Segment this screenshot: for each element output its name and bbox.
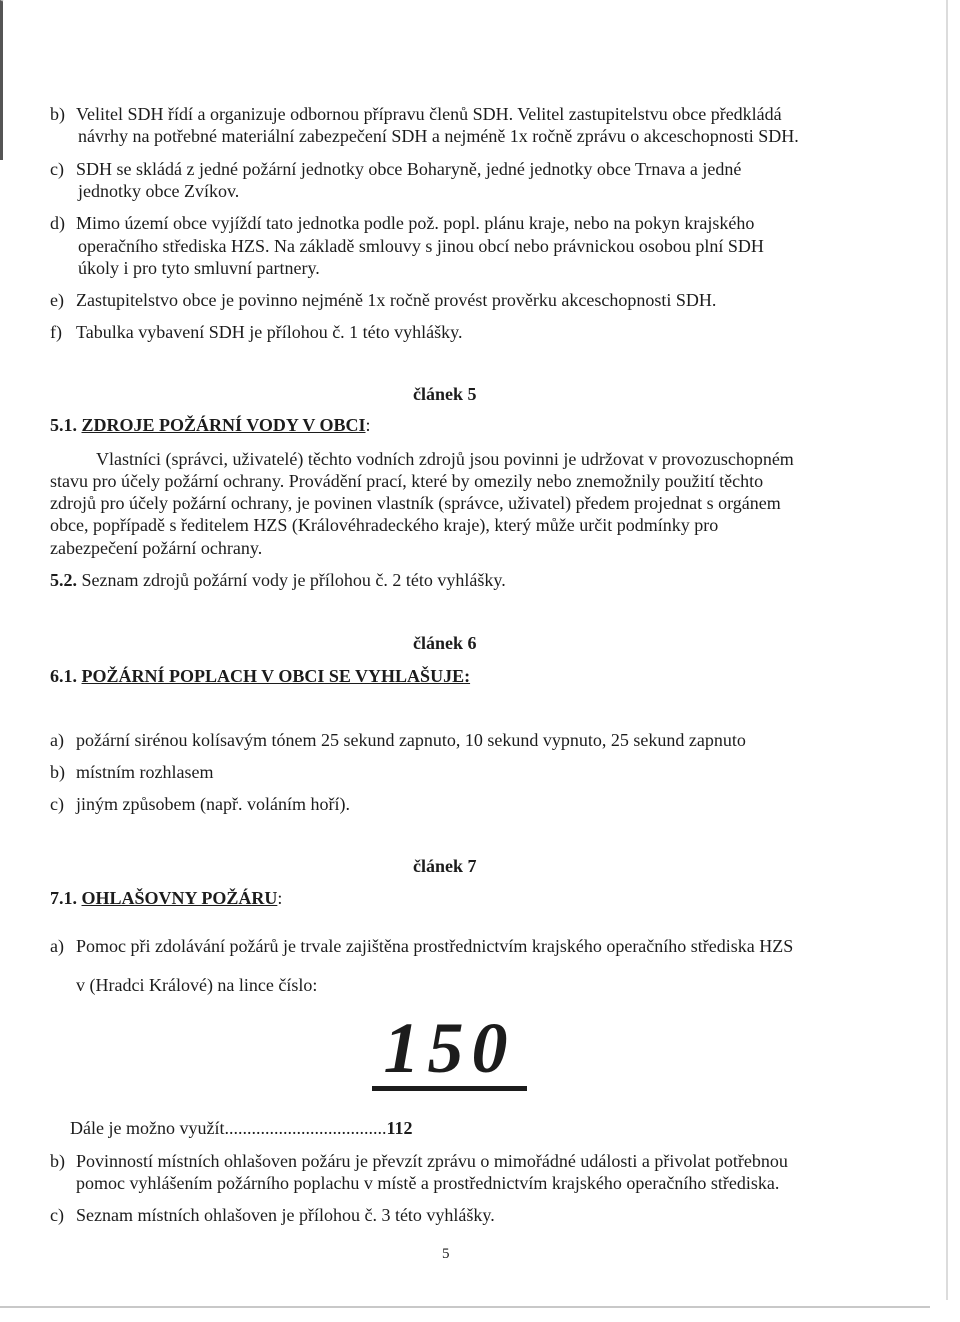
section-5-1-text-1: Vlastníci (správci, uživatelé) těchto vodních zdrojů jsou povinni je udržovat v provozuschopném	[96, 449, 794, 469]
section-5-1-heading: 5.1. ZDROJE POŽÁRNÍ VODY V OBCI:	[50, 415, 371, 435]
reporting-item-b-cont: pomoc vyhlášením požárního poplachu v místě a prostřednictvím krajského operačního střediska.	[76, 1173, 780, 1193]
item-d-cont2: úkoly i pro tyto smluvní partnery.	[78, 258, 320, 278]
item-d: d) Mimo území obce vyjíždí tato jednotka podle pož. popl. plánu kraje, nebo na pokyn krajského	[50, 213, 755, 233]
item-c-cont: jednotky obce Zvíkov.	[78, 181, 240, 201]
section-6-1-heading: 6.1. POŽÁRNÍ POPLACH V OBCI SE VYHLAŠUJE:	[50, 666, 471, 686]
reporting-item-a-cont: v (Hradci Králové) na lince číslo:	[76, 975, 318, 995]
emergency-number: 150	[372, 1010, 527, 1091]
reporting-item-a: a) Pomoc při zdolávání požárů je trvale zajištěna prostřednictvím krajského operačního střediska HZS	[50, 936, 794, 956]
scan-edge-left	[0, 0, 3, 160]
section-5-1-text-5: zabezpečení požární ochrany.	[50, 538, 263, 558]
section-5-1-text-4: obce, popřípadě s ředitelem HZS (Královéhradeckého kraje), který může určit podmínky pro	[50, 515, 719, 535]
section-5-1-text-3: zdrojů pro účely požární ochrany, je povinen vlastník (správce, uživatel) předem projednat s orgánem	[50, 493, 781, 513]
item-f: f) Tabulka vybavení SDH je přílohou č. 1 této vyhlášky.	[50, 322, 463, 342]
scan-edge-bottom	[0, 1306, 930, 1308]
page-number: 5	[442, 1246, 450, 1262]
article-5-heading: článek 5	[413, 384, 477, 404]
section-5-2: 5.2. Seznam zdrojů požární vody je přílohou č. 2 této vyhlášky.	[50, 570, 506, 590]
article-6-heading: článek 6	[413, 633, 477, 653]
alternative-number: Dále je možno využít....................................112	[70, 1118, 413, 1138]
section-7-1-heading: 7.1. OHLAŠOVNY POŽÁRU:	[50, 888, 283, 908]
item-c: c) SDH se skládá z jedné požární jednotky obce Boharyně, jedné jednotky obce Trnava a jedné	[50, 159, 742, 179]
reporting-item-c: c) Seznam místních ohlašoven je přílohou č. 3 této vyhlášky.	[50, 1205, 495, 1225]
section-5-1-text-2: stavu pro účely požární ochrany. Provádění prací, které by omezily nebo znemožnily použití těchto	[50, 471, 764, 491]
item-d-cont: operačního střediska HZS. Na základě smlouvy s jinou obcí nebo právnickou osobou plní SDH	[78, 236, 764, 256]
scan-edge-corner	[0, 0, 38, 2]
item-b-cont: návrhy na potřebné materiální zabezpečení SDH a nejméně 1x ročně zprávu o akceschopnosti SDH.	[78, 126, 799, 146]
alarm-item-b: b) místním rozhlasem	[50, 762, 214, 782]
alarm-item-c: c) jiným způsobem (např. voláním hoří).	[50, 794, 350, 814]
alarm-item-a: a) požární sirénou kolísavým tónem 25 sekund zapnuto, 10 sekund vypnuto, 25 sekund zapnuto	[50, 730, 746, 750]
item-e: e) Zastupitelstvo obce je povinno nejméně 1x ročně provést prověrku akceschopnosti SDH.	[50, 290, 717, 310]
item-b: b) Velitel SDH řídí a organizuje odbornou přípravu členů SDH. Velitel zastupitelstvu obce předkládá	[50, 104, 782, 124]
reporting-item-b: b) Povinností místních ohlašoven požáru je převzít zprávu o mimořádné události a přivolat potřebnou	[50, 1151, 788, 1171]
article-7-heading: článek 7	[413, 856, 477, 876]
scan-edge-right	[946, 0, 948, 1300]
